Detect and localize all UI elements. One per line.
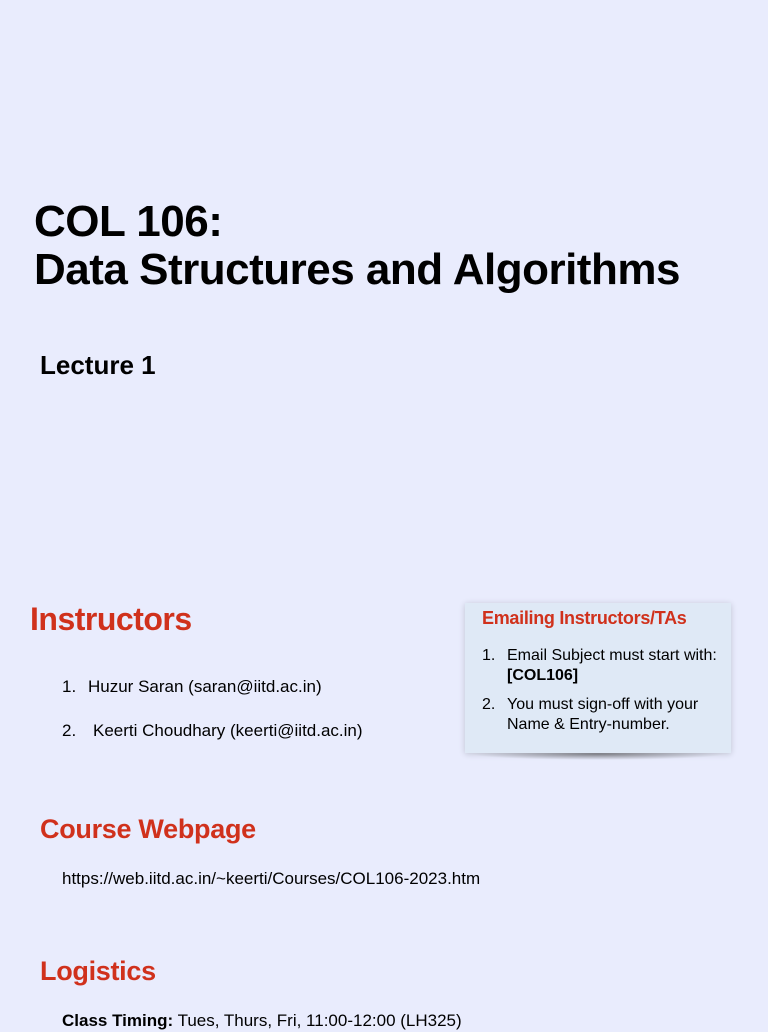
instructor-name-email: Keerti Choudhary (keerti@iitd.ac.in) [93, 721, 363, 740]
lecture-label: Lecture 1 [40, 350, 156, 380]
class-timing [62, 1010, 462, 1032]
class-timing-value: Tues, Thurs, Fri, 11:00-12:00 (LH325) [173, 1011, 462, 1030]
list-number: 1. [62, 677, 77, 696]
course-webpage-link[interactable]: https://web.iitd.ac.in/~keerti/Courses/COL106-2023.htm [62, 869, 481, 888]
list-number: 1. [482, 647, 496, 664]
course-title-line-2: Data Structures and Algorithms [34, 245, 680, 294]
instructor-name-email: Huzur Saran (saran@iitd.ac.in) [88, 677, 322, 696]
list-number: 2. [62, 721, 77, 740]
instructors-heading: Instructors [30, 601, 192, 637]
list-number: 2. [482, 696, 496, 713]
class-timing-label: Class Timing: [62, 1011, 174, 1030]
course-title-line-1: COL 106: [34, 197, 223, 246]
instructor-item [62, 720, 363, 742]
course-webpage-heading: Course Webpage [40, 814, 256, 844]
note-title: Emailing Instructors/TAs [482, 608, 687, 628]
note-item-text [507, 646, 722, 686]
instructor-item [62, 676, 322, 698]
note-list-item [482, 646, 722, 686]
note-list-item [482, 695, 722, 735]
note-item-body: Email Subject must start with: [507, 647, 717, 664]
subject-tag: [COL106] [507, 667, 579, 684]
logistics-heading: Logistics [40, 956, 156, 986]
note-item-text: You must sign-off with your Name & Entry-number. [507, 696, 699, 733]
email-guidelines-note [465, 603, 731, 753]
